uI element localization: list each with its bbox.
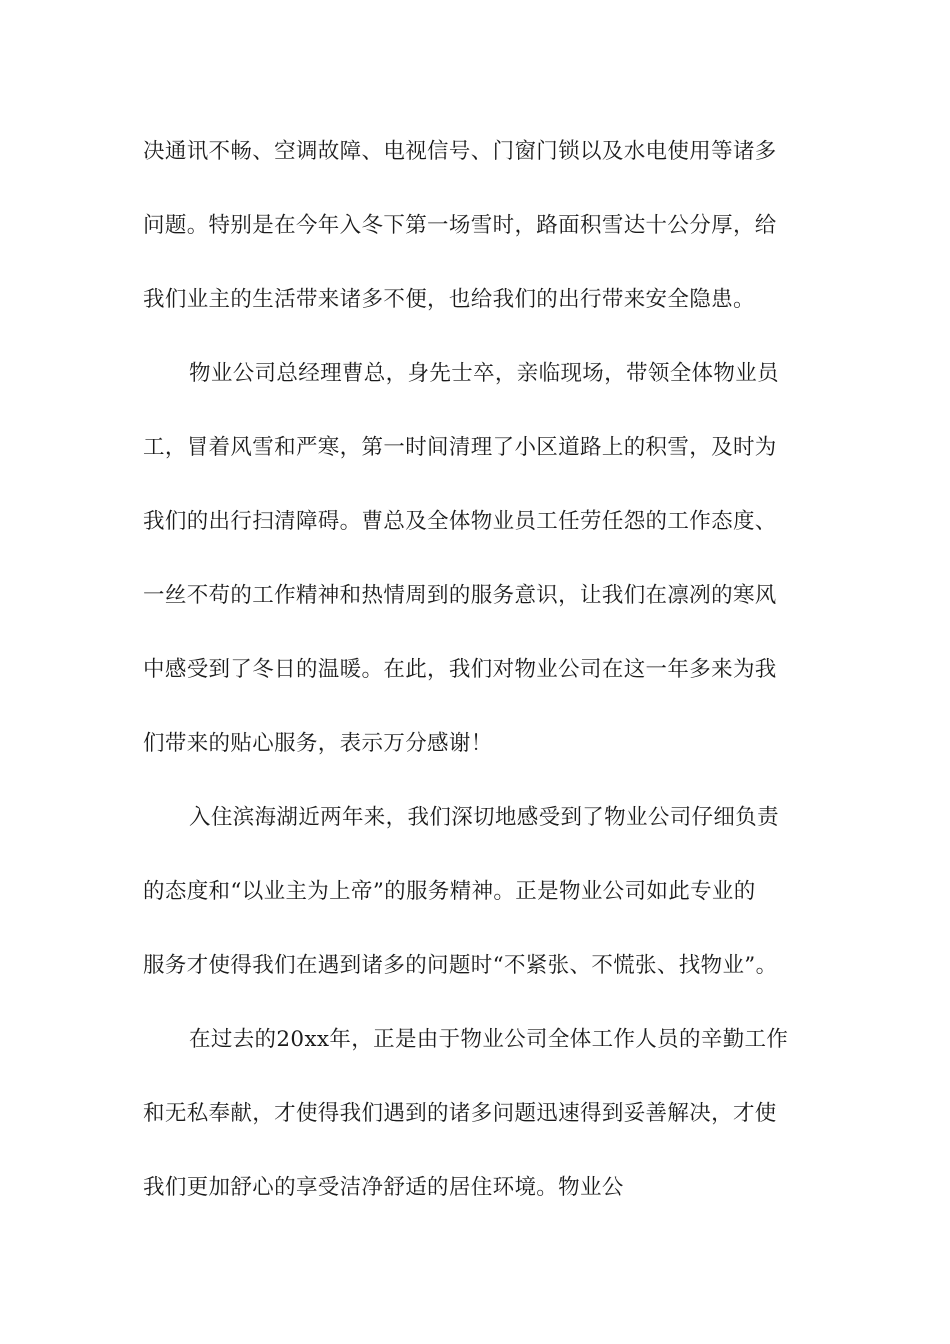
text-line: 和无私奉献，才使得我们遇到的诸多问题迅速得到妥善解决，才使 <box>143 1101 777 1126</box>
text-line: 一丝不苟的工作精神和热情周到的服务意识，让我们在凛冽的寒风 <box>143 583 777 608</box>
text-line: 服务才使得我们在遇到诸多的问题时“不紧张、不慌张、找物业”。 <box>143 953 778 978</box>
text-line: 的态度和“以业主为上帝”的服务精神。正是物业公司如此专业的 <box>143 879 756 904</box>
text-line: 我们更加舒心的享受洁净舒适的居住环境。物业公 <box>143 1175 624 1200</box>
text-line: 问题。特别是在今年入冬下第一场雪时，路面积雪达十公分厚，给 <box>143 213 777 238</box>
text-line: 决通讯不畅、空调故障、电视信号、门窗门锁以及水电使用等诸多 <box>143 139 777 164</box>
text-line: 我们业主的生活带来诸多不便，也给我们的出行带来安全隐患。 <box>143 287 755 312</box>
text-line: 工，冒着风雪和严寒，第一时间清理了小区道路上的积雪，及时为 <box>143 435 777 460</box>
text-line: 们带来的贴心服务，表示万分感谢！ <box>143 731 493 756</box>
paragraph-start-line: 在过去的20xx年，正是由于物业公司全体工作人员的辛勤工作 <box>189 1027 789 1052</box>
text-line: 中感受到了冬日的温暖。在此，我们对物业公司在这一年多来为我 <box>143 657 777 682</box>
paragraph-start-line: 物业公司总经理曹总，身先士卒，亲临现场，带领全体物业员 <box>189 361 779 386</box>
paragraph-start-line: 入住滨海湖近两年来，我们深切地感受到了物业公司仔细负责 <box>189 805 779 830</box>
text-line: 我们的出行扫清障碍。曹总及全体物业员工任劳任怨的工作态度、 <box>143 509 777 534</box>
